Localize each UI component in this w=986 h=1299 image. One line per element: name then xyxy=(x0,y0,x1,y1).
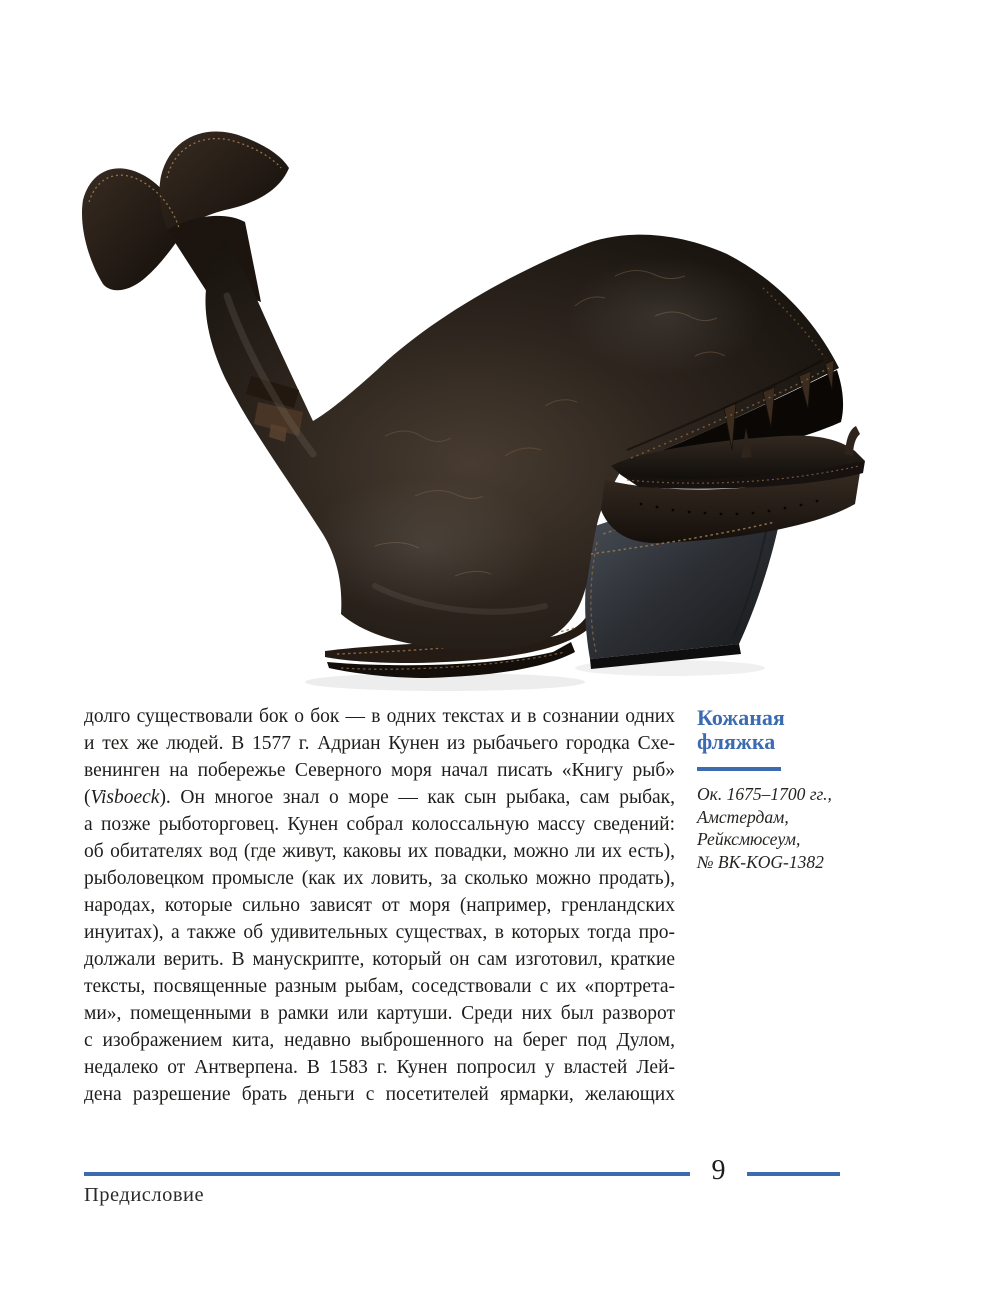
footer-rule-left xyxy=(84,1172,690,1176)
whale-flask-photo xyxy=(75,106,935,698)
body-text xyxy=(84,703,675,1108)
body-line: инуитах), а также об удивительных существах, в которых тогда про- xyxy=(84,922,675,943)
running-footer: Предисловие xyxy=(84,1184,205,1206)
whale-flask-figure xyxy=(75,106,935,698)
body-line: а позже рыботорговец. Кунен собрал колоссальную массу сведений: xyxy=(84,814,675,835)
caption-sidebar xyxy=(697,706,879,873)
body-line: об обитателях вод (где живут, каковы их повадки, можно ли их есть), xyxy=(84,841,675,862)
caption-meta-line: Амстердам, xyxy=(697,806,789,827)
body-line: рыболовецком промысле (как их ловить, за сколько можно продать), xyxy=(84,868,675,889)
page-number: 9 xyxy=(711,1155,726,1186)
caption-meta xyxy=(697,783,879,873)
body-line: и тех же людей. В 1577 г. Адриан Кунен из рыбачьего городка Схе- xyxy=(84,733,675,754)
body-line: тексты, посвященные разным рыбам, соседствовали с их «портрета- xyxy=(84,976,675,997)
footer-rule-right xyxy=(747,1172,840,1176)
caption-title xyxy=(697,706,879,754)
caption-rule xyxy=(697,767,781,771)
body-line: с изображением кита, недавно выброшенного на берег под Дулом, xyxy=(84,1030,675,1051)
body-line: (Visboeck). Он многое знал о море — как сын рыбака, сам рыбак, xyxy=(84,787,675,808)
whale-tail-flukes xyxy=(82,132,289,302)
body-line: дена разрешение брать деньги с посетителей ярмарки, желающих xyxy=(84,1084,675,1105)
caption-title-line: фляжка xyxy=(697,729,776,754)
body-line: народах, которые сильно зависят от моря (например, гренландских xyxy=(84,895,675,916)
body-line: недалеко от Антверпена. В 1583 г. Кунен попросил у властей Лей- xyxy=(84,1057,675,1078)
body-line: венинген на побережье Северного моря начал писать «Книгу рыб» xyxy=(84,760,675,781)
body-line: должали верить. В манускрипте, который он сам изготовил, краткие xyxy=(84,949,675,970)
body-line: долго существовали бок о бок — в одних текстах и в сознании одних xyxy=(84,706,675,727)
caption-meta-line: Рейксмюсеум, xyxy=(697,829,801,849)
caption-meta-line: № BK-KOG-1382 xyxy=(697,851,824,872)
caption-title-line: Кожаная xyxy=(697,705,785,730)
caption-meta-line: Ок. 1675–1700 гг., xyxy=(697,784,832,804)
body-line: ми», помещенными в рамки или картуши. Среди них был разворот xyxy=(84,1003,675,1024)
